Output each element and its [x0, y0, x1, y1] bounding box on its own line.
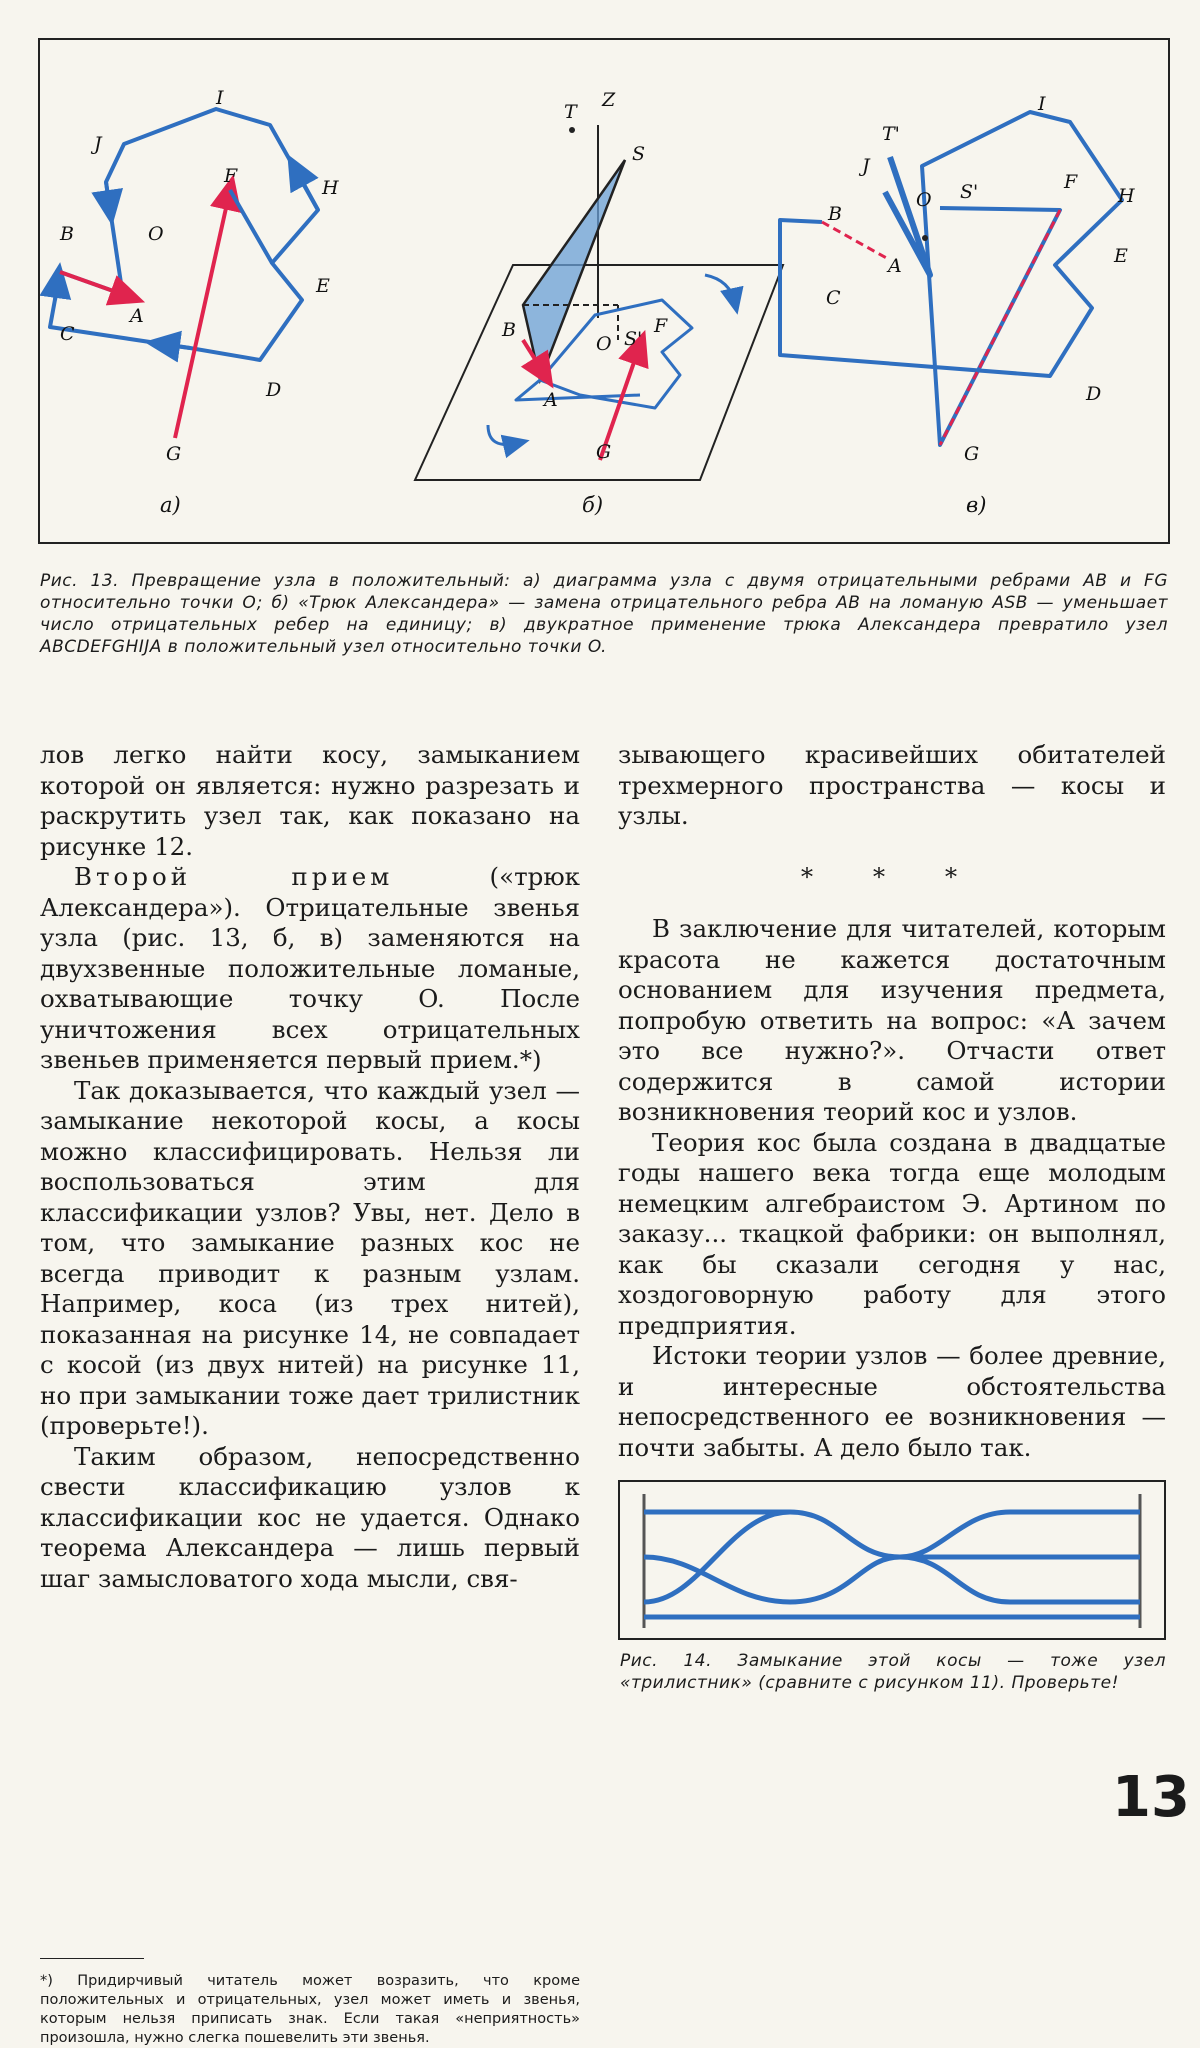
- label-a-c: C: [60, 323, 75, 345]
- panel-a: [50, 87, 339, 517]
- footnote: *) Придирчивый читатель может возразить, что кроме положительных и отрицательных, узел может иметь и звенья, которым нельзя приписать знак. Если такая «неприятность» произошла, нужно слегка пошевелить эти звенья.: [40, 1973, 580, 2046]
- label-c-i: I: [1038, 93, 1046, 115]
- second-method-lead: Второй прием: [74, 862, 394, 891]
- label-a-b: B: [60, 223, 74, 245]
- braid-diagram: [620, 1482, 1164, 1638]
- label-b-t: T: [564, 101, 577, 123]
- knot-path-c: [780, 112, 1122, 445]
- label-c-b: B: [828, 203, 842, 225]
- footnote-rule: [40, 1958, 144, 1959]
- left-paragraph-1: лов легко найти косу, замыканием которой он является: нужно разрезать и раскрутить узел так, как показано на рисунке 12.: [40, 740, 580, 861]
- right-paragraph-1: зывающего красивейших обитателей трехмерного пространства — косы и узлы.: [618, 740, 1166, 830]
- label-c-h: H: [1118, 185, 1135, 207]
- sublabel-b: б): [582, 493, 604, 517]
- figure-14: [618, 1480, 1166, 1640]
- knot-path-a: [50, 109, 318, 360]
- label-a-o: O: [148, 223, 164, 245]
- dashed-ba: [822, 222, 890, 260]
- right-paragraph-2: В заключение для читателей, которым красота не кажется достаточным основанием для изучения предмета, попробую ответить на вопрос: «А зачем это все нужно?». Отчасти ответ содержится в самой истории возникновения теорий кос и узлов.: [618, 914, 1166, 1126]
- left-paragraph-2: [40, 862, 580, 1076]
- label-a-j: J: [94, 133, 102, 155]
- left-paragraph-3: Так доказывается, что каждый узел — замыкание некоторой косы, а косы можно классифицировать. Нельзя ли воспользоваться этим для классификации узлов? Увы, нет. Дело в том, что замыкание разных кос не всегда приводит к разным узлам. Например, коса (из трех нитей), показанная на рисунке 14, не совпадает с косой (из двух нитей) на рисунке 11, но при замыкании тоже дает трилистник (проверьте!).: [40, 1075, 580, 1440]
- right-paragraph-3: Теория кос была создана в двадцатые годы нашего века тогда еще молодым немецким алгебраистом Э. Артином по заказу... ткацкой фабрики: он выполнял, как бы сказали сегодня у нас, хоздоговорную работу для этого предприятия.: [618, 1127, 1166, 1340]
- label-b-s: S: [632, 143, 646, 165]
- rotation-arrow-1: [488, 425, 518, 445]
- label-c-j: J: [862, 155, 870, 177]
- label-c-g: G: [964, 443, 980, 465]
- label-c-o: O: [916, 189, 932, 211]
- panel-b: [415, 89, 783, 517]
- edge-fg-blue: [230, 190, 272, 263]
- label-c-c: C: [826, 287, 841, 309]
- left-paragraph-4: Таким образом, непосредственно свести классификацию узлов к классификации кос не удается. Однако теорема Александера — лишь первый шаг замысловатого хода мысли, свя-: [40, 1441, 580, 1593]
- label-c-e: E: [1114, 245, 1128, 267]
- label-b-b: B: [502, 319, 516, 341]
- point-t: [569, 127, 575, 133]
- figure-14-caption: Рис. 14. Замыкание этой косы — тоже узел «трилистник» (сравните с рисунком 11). Проверьте!: [620, 1651, 1166, 1693]
- label-c-t-prime: T': [882, 123, 900, 145]
- rotation-arrow-2: [705, 275, 735, 303]
- label-a-i: I: [216, 87, 224, 109]
- label-b-s-prime: S': [624, 328, 643, 350]
- section-separator: * * *: [800, 861, 984, 891]
- arrow-ja: [106, 182, 110, 210]
- label-a-f: F: [224, 165, 238, 187]
- arrow-hi: [295, 168, 318, 210]
- left-column: [40, 740, 580, 1594]
- sublabel-c: в): [966, 493, 987, 517]
- label-b-a: A: [544, 389, 558, 411]
- figure-13-caption: Рис. 13. Превращение узла в положительный: а) диаграмма узла с двумя отрицательными ребрами AB и FG относительно точки O; б) «Трюк Александера» — замена отрицательного ребра AB на ломаную ASB — уменьшает число отрицательных ребер на единицу; в) двукратное применение трюка Александера превратило узел ABCDEFGHIJA в положительный узел относительно точки O.: [40, 571, 1168, 657]
- panel-c: [780, 93, 1135, 517]
- right-column: [618, 740, 1166, 1463]
- sublabel-a: а): [160, 493, 181, 517]
- right-paragraph-4: Истоки теории узлов — более древние, и интересные обстоятельства непосредственного ее возникновения — почти забыты. А дело было так.: [618, 1341, 1166, 1462]
- label-c-f: F: [1064, 171, 1078, 193]
- label-a-d: D: [266, 379, 282, 401]
- arrow-cb: [55, 278, 58, 300]
- label-c-s-prime: S': [960, 181, 979, 203]
- arrow-dc: [160, 344, 190, 348]
- figure-13: [38, 38, 1170, 544]
- second-method-text: («трюк Александера»). Отрицательные звенья узла (рис. 13, б, в) заменяются на двухзвенные положительные ломаные, охватывающие точку O. После уничтожения всех отрицательных звеньев применяется первый прием.*): [40, 862, 580, 1074]
- label-b-z: Z: [602, 89, 616, 111]
- dashed-fg: [940, 210, 1060, 445]
- label-a-g: G: [166, 443, 182, 465]
- negative-edge-gf: [175, 190, 230, 438]
- label-b-f: F: [654, 315, 668, 337]
- label-b-g: G: [596, 441, 612, 463]
- label-a-a: A: [130, 305, 144, 327]
- label-c-d: D: [1086, 383, 1102, 405]
- label-a-e: E: [316, 275, 330, 297]
- label-a-h: H: [322, 177, 339, 199]
- label-b-o: O: [596, 333, 612, 355]
- page-number: 13: [1112, 1765, 1190, 1830]
- label-c-a: A: [888, 255, 902, 277]
- figure-13-diagrams: [40, 40, 1168, 542]
- point-o-c: [922, 235, 928, 241]
